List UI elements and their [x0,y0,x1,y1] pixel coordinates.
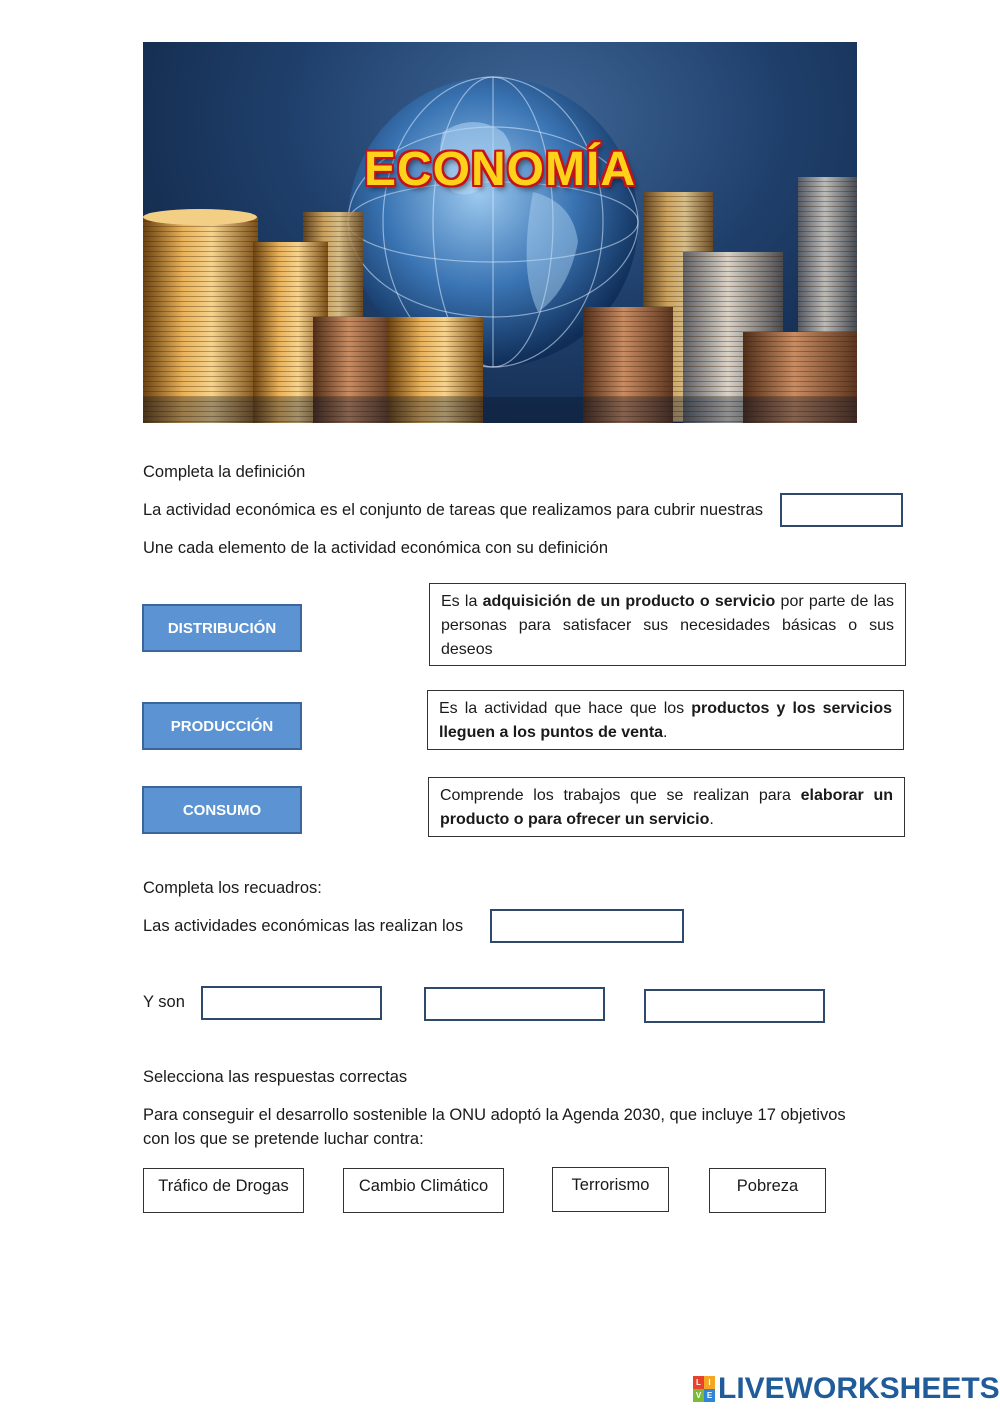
liveworksheets-logo [693,1374,1000,1404]
banner-title: ECONOMÍA [364,143,636,196]
agente-answer-box-2[interactable] [424,987,605,1021]
consumo-button[interactable]: CONSUMO [142,786,302,834]
option-cambio-climatico[interactable]: Cambio Climático [343,1168,504,1213]
agente-answer-box-3[interactable] [644,989,825,1023]
definition-box-produccion[interactable] [428,777,905,837]
definition-bold: elaborar un producto o para ofrecer un servicio [440,787,893,828]
definition-text: Es la [441,593,483,610]
liveworksheets-icon [693,1376,715,1402]
produccion-button[interactable]: PRODUCCIÓN [142,702,302,750]
necesidades-answer-box[interactable] [780,493,903,527]
option-trafico-de-drogas[interactable]: Tráfico de Drogas [143,1168,304,1213]
agentes-answer-box[interactable] [490,909,684,943]
liveworksheets-wordmark: LIVEWORKSHEETS [718,1372,1000,1405]
question-line-1: Para conseguir el desarrollo sostenible la ONU adoptó la Agenda 2030, que incluye 17 objetivos [143,1106,846,1124]
logo-letter: V [693,1389,704,1402]
y-son-label: Y son [143,993,185,1011]
economia-banner-image [143,42,857,423]
option-terrorismo[interactable]: Terrorismo [552,1167,669,1212]
section2-heading: Une cada elemento de la actividad económica con su definición [143,539,609,557]
definition-text: Comprende los trabajos que se realizan para [440,787,801,804]
logo-letter: E [704,1389,715,1402]
section1-heading: Completa la definición [143,463,306,481]
question-line-2: con los que se pretende luchar contra: [143,1130,424,1148]
definition-text: . [709,811,714,828]
distribucion-button[interactable]: DISTRIBUCIÓN [142,604,302,652]
realizan-sentence: Las actividades económicas las realizan los [143,917,464,935]
logo-letter: L [693,1376,704,1389]
definition-box-distribucion[interactable] [427,690,904,750]
coins-globe-illustration [143,42,857,423]
definition-bold: productos y los servicios lleguen a los puntos de venta [439,700,893,741]
definition-text: . [663,724,668,741]
option-pobreza[interactable]: Pobreza [709,1168,826,1213]
agente-answer-box-1[interactable] [201,986,382,1020]
definition-text: Es la actividad que hace que los [439,700,692,717]
definition-box-consumo[interactable] [429,583,906,666]
definition-sentence: La actividad económica es el conjunto de tareas que realizamos para cubrir nuestras [143,501,764,519]
logo-letter: I [704,1376,715,1389]
definition-text: por parte de las personas para satisfacer sus necesidades básicas o sus deseos [441,593,895,658]
definition-bold: adquisición de un producto o servicio [482,593,776,610]
section4-heading: Selecciona las respuestas correctas [143,1068,408,1086]
section3-heading: Completa los recuadros: [143,879,322,897]
